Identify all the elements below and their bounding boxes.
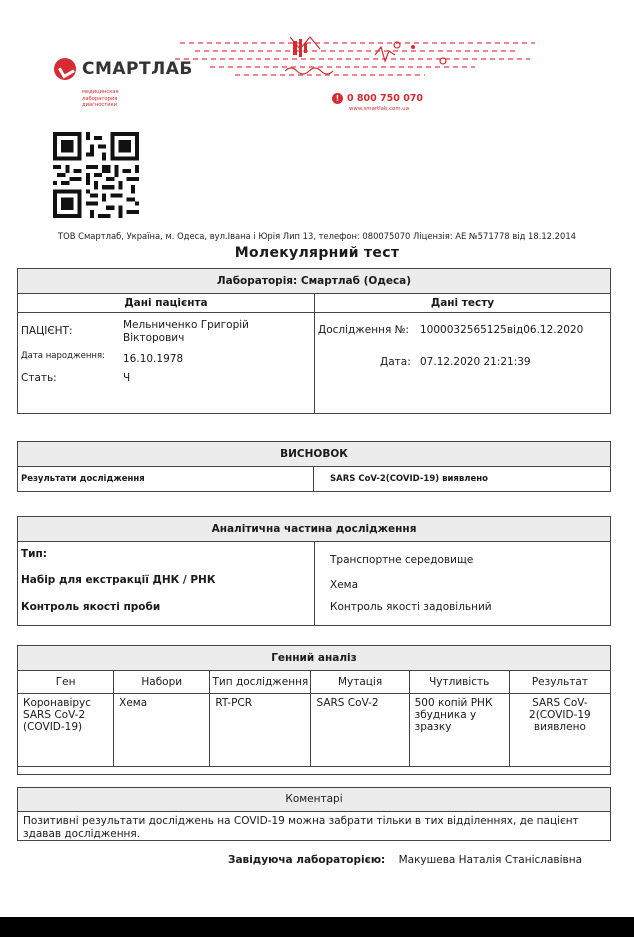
- logo-icon: [54, 58, 76, 80]
- sex-label: Стать:: [21, 372, 57, 384]
- phone-block: [332, 93, 423, 104]
- qr-code: [53, 132, 139, 218]
- col-result: Результат: [509, 671, 610, 694]
- conclusion-label: Результати дослідження: [18, 467, 314, 491]
- analytic-label-quality: Контроль якості проби: [21, 601, 161, 613]
- dob-label: Дата народження:: [21, 351, 105, 361]
- table-row: [18, 694, 611, 767]
- analytic-header: Аналітична частина дослідження: [18, 517, 610, 542]
- signature-name: Макушева Наталія Станіславівна: [398, 854, 583, 866]
- signature-line: [228, 854, 582, 866]
- patient-label: ПАЦІЄНТ:: [21, 325, 73, 337]
- test-data-header: Дані тесту: [430, 297, 495, 309]
- conclusion-section: [17, 441, 611, 492]
- comments-text: Позитивні результати досліджень на COVID-19 можна забрати тільки в тих відділеннях, де пацієнт здавав дослідження.: [23, 815, 579, 840]
- comments-header: Коментарі: [18, 788, 610, 812]
- table-header-row: [18, 671, 611, 694]
- date-label: Дата:: [380, 356, 411, 368]
- study-label: Дослідження №:: [318, 324, 410, 336]
- study-number: 1000032565125від06.12.2020: [420, 324, 584, 336]
- patient-name: Мельниченко Григорій Вікторович: [123, 319, 249, 344]
- cell-gene: Коронавірус SARS CoV-2 (COVID-19): [18, 694, 114, 767]
- col-sensitivity: Чутливість: [409, 671, 509, 694]
- decorative-dna-pattern: [175, 35, 540, 85]
- cell-sensitivity: 500 копій РНК збудника у зразку: [409, 694, 509, 767]
- company-info: ТОВ Смартлаб, Україна, м. Одеса, вул.Івана і Юрія Лип 13, телефон: 080075070 Ліцензія: АЕ №571778 від 18.12.2014: [58, 231, 576, 241]
- lab-header: Лабораторія: Смартлаб (Одеса): [18, 269, 610, 294]
- col-test-type: Тип дослідження: [210, 671, 311, 694]
- phone-icon: !: [332, 93, 343, 104]
- brand-subtitle: медицинская лаборатория диагностики: [82, 89, 119, 108]
- cell-mutation: SARS CoV-2: [311, 694, 409, 767]
- bottom-bar: [0, 917, 634, 937]
- genetic-section: [17, 645, 611, 775]
- cell-result: SARS CoV-2(COVID-19 виявлено: [509, 694, 610, 767]
- cell-test-type: RT-PCR: [210, 694, 311, 767]
- date-value: 07.12.2020 21:21:39: [420, 356, 531, 368]
- analytic-label-type: Тип:: [21, 548, 47, 560]
- conclusion-value: SARS CoV-2(COVID-19) виявлено: [330, 474, 488, 484]
- conclusion-header: ВИСНОВОК: [18, 442, 610, 467]
- sex-value: Ч: [123, 372, 131, 384]
- brand-logo: [54, 58, 193, 80]
- genetic-table: [17, 670, 611, 767]
- dob-value: 16.10.1978: [123, 353, 184, 365]
- lab-data-section: [17, 268, 611, 414]
- comments-section: [17, 787, 611, 841]
- col-gene: Ген: [18, 671, 114, 694]
- phone-number: 0 800 750 070: [347, 93, 424, 104]
- page-title: Молекулярний тест: [234, 245, 400, 261]
- col-kits: Набори: [114, 671, 210, 694]
- genetic-header: Генний аналіз: [18, 646, 610, 670]
- brand-name: СМАРТЛАБ: [82, 59, 193, 79]
- analytic-section: [17, 516, 611, 626]
- analytic-value-type: Транспортне середовище: [330, 554, 474, 566]
- analytic-value-kit: Хема: [330, 579, 359, 591]
- website-link[interactable]: www.smartlab.com.ua: [349, 106, 410, 112]
- cell-kits: Хема: [114, 694, 210, 767]
- analytic-label-kit: Набір для екстракції ДНК / РНК: [21, 574, 216, 586]
- signature-label: Завідуюча лабораторією:: [228, 854, 386, 866]
- patient-data-header: Дані пацієнта: [18, 294, 315, 312]
- analytic-value-quality: Контроль якості задовільний: [330, 601, 492, 613]
- col-mutation: Мутація: [311, 671, 409, 694]
